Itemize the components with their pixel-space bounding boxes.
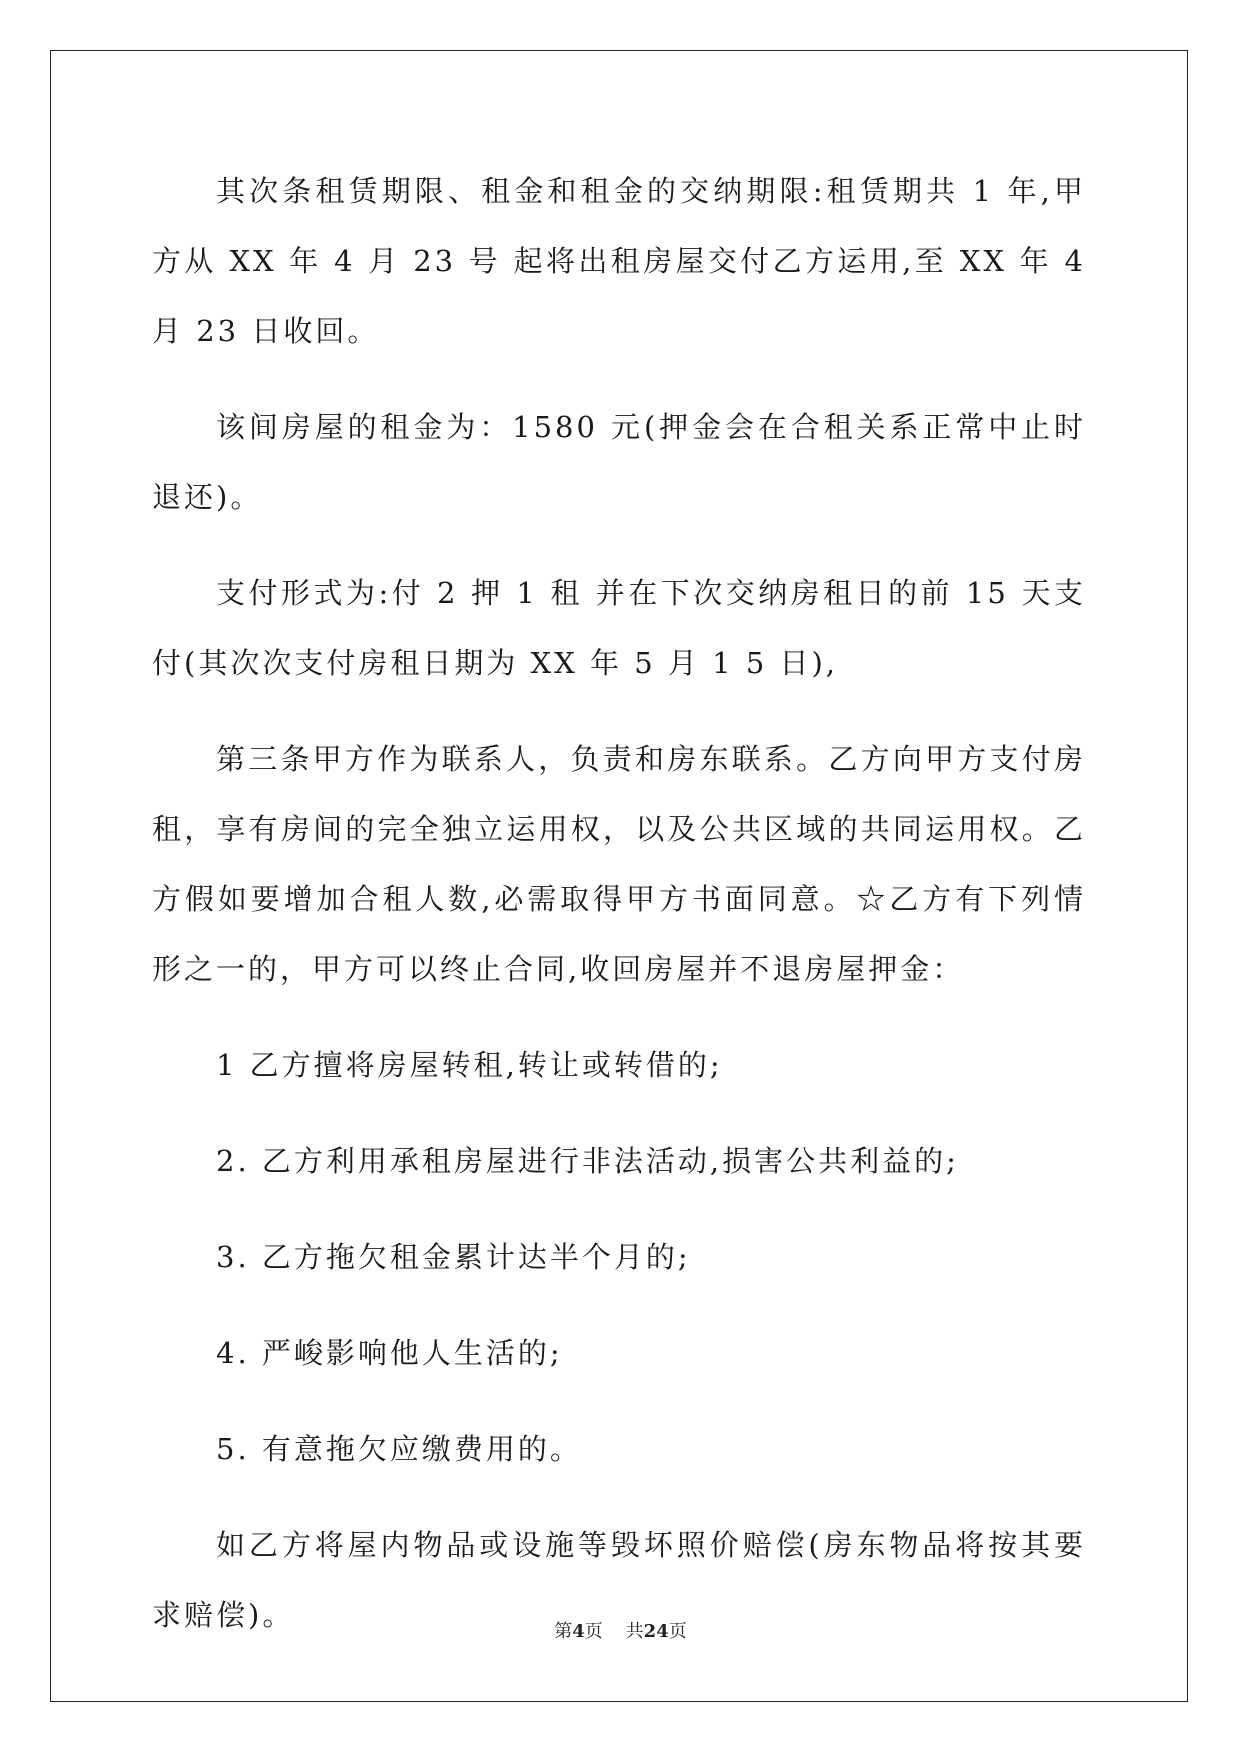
paragraph-article-three: 第三条甲方作为联系人，负责和房东联系。乙方向甲方支付房租，享有房间的完全独立运用权，以及公共区域的共同运用权。乙方假如要增加合租人数,必需取得甲方书面同意。☆乙方有下列情形之一的，甲方可以终止合同,收回房屋并不退房屋押金： xyxy=(152,742,1086,986)
document-body xyxy=(152,156,1086,1676)
footer-total-pages: 24 xyxy=(643,1621,669,1642)
list-item: 5. 有意拖欠应缴费用的。 xyxy=(216,1432,582,1466)
paragraph-damage-compensation: 如乙方将屋内物品或设施等毁坏照价赔偿(房东物品将按其要求赔偿)。 xyxy=(152,1528,1086,1632)
paragraph-rent-amount: 该间房屋的租金为：1580 元(押金会在合租关系正常中止时退还)。 xyxy=(152,410,1086,514)
list-item: 3. 乙方拖欠租金累计达半个月的; xyxy=(216,1240,691,1274)
footer-suffix: 页 xyxy=(668,1621,687,1642)
list-item: 1 乙方擅将房屋转租,转让或转借的; xyxy=(216,1048,723,1082)
paragraph-payment-method: 支付形式为:付 2 押 1 租 并在下次交纳房租日的前 15 天支付(其次次支付房租日期为 XX 年 5 月 1 5 日), xyxy=(152,576,1086,680)
list-item: 2. 乙方利用承租房屋进行非法活动,损害公共利益的; xyxy=(216,1144,959,1178)
footer-page-number: 4 xyxy=(572,1621,585,1642)
footer-middle: 页 共 xyxy=(584,1621,644,1642)
list-item: 4. 严峻影响他人生活的; xyxy=(216,1336,563,1370)
paragraph-lease-term: 其次条租赁期限、租金和租金的交纳期限:租赁期共 1 年,甲方从 XX 年 4 月 23 号 起将出租房屋交付乙方运用,至 XX 年 4 月 23 日收回。 xyxy=(152,174,1086,348)
footer-prefix: 第 xyxy=(554,1621,573,1642)
page-footer xyxy=(0,1617,1241,1643)
